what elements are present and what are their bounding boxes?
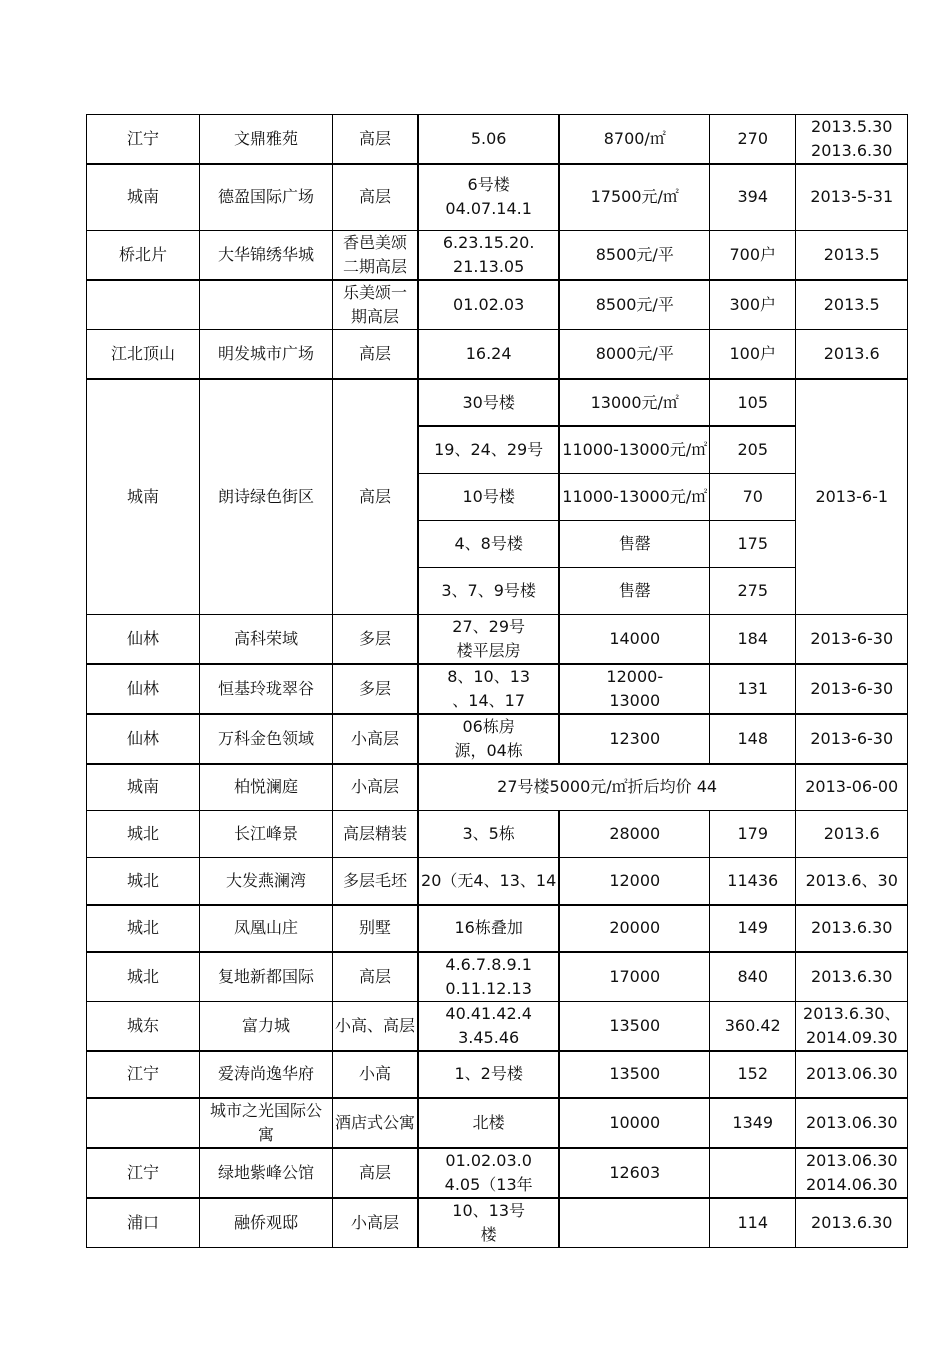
- table-body: [87, 115, 908, 1248]
- price-cell: 11000-13000元/㎡: [559, 426, 709, 473]
- type-cell: 小高层: [333, 1198, 419, 1248]
- region-cell: 仙林: [87, 664, 200, 714]
- date-cell: 2013.06.30: [796, 1098, 908, 1148]
- region-cell: 城南: [87, 764, 200, 811]
- project-cell-line: 城市之光国际公: [209, 1100, 322, 1120]
- type-cell-line: 乐美颂一: [343, 282, 408, 302]
- project-cell: 复地新都国际: [200, 952, 333, 1002]
- units-cell: 840: [710, 952, 796, 1002]
- building-cell: [418, 1198, 559, 1248]
- project-cell: 融侨观邸: [200, 1198, 333, 1248]
- building-cell: 4、8号楼: [418, 520, 559, 567]
- type-cell: 高层: [333, 115, 419, 165]
- building-cell: [418, 164, 559, 230]
- units-cell: 148: [710, 714, 796, 764]
- project-cell: 恒基玲珑翠谷: [200, 664, 333, 714]
- price-cell: 17500元/㎡: [559, 164, 709, 230]
- building-cell: [418, 230, 559, 280]
- table-row: [87, 952, 908, 1002]
- date-cell: [796, 115, 908, 165]
- type-cell: 多层: [333, 664, 419, 714]
- region-cell: 城南: [87, 379, 200, 614]
- date-cell: 2013.6: [796, 811, 908, 858]
- type-cell: 小高层: [333, 714, 419, 764]
- building-cell-line: 10、13号: [452, 1200, 526, 1220]
- project-cell: 朗诗绿色街区: [200, 379, 333, 614]
- project-cell: 富力城: [200, 1001, 333, 1051]
- type-cell: 小高: [333, 1051, 419, 1098]
- type-cell: [333, 230, 419, 280]
- type-cell-line: 香邑美颂: [343, 232, 408, 252]
- price-cell: 17000: [559, 952, 709, 1002]
- date-cell: 2013.5: [796, 280, 908, 330]
- building-cell-line: 、14、17: [452, 690, 526, 710]
- date-cell-line: 2013.5.30: [811, 117, 893, 136]
- project-cell: 大发燕澜湾: [200, 858, 333, 905]
- units-cell: 1349: [710, 1098, 796, 1148]
- table-row: [87, 379, 908, 426]
- building-cell-line: 楼: [480, 1224, 497, 1244]
- price-cell: 10000: [559, 1098, 709, 1148]
- type-cell: [333, 280, 419, 330]
- building-cell-line: 6.23.15.20.: [442, 232, 535, 252]
- project-cell-line: 寓: [257, 1124, 274, 1144]
- project-cell: 爱涛尚逸华府: [200, 1051, 333, 1098]
- project-cell: [200, 280, 333, 330]
- building-cell: 3、5栋: [418, 811, 559, 858]
- building-cell-line: 21.13.05: [453, 256, 525, 276]
- table-row: [87, 614, 908, 664]
- date-cell: 2013.6.30: [796, 952, 908, 1002]
- project-cell: 柏悦澜庭: [200, 764, 333, 811]
- project-cell: 凤凰山庄: [200, 905, 333, 952]
- region-cell: 城北: [87, 811, 200, 858]
- units-cell: 300户: [710, 280, 796, 330]
- table-row: [87, 329, 908, 379]
- date-cell: [796, 1148, 908, 1198]
- region-cell: 江北顶山: [87, 329, 200, 379]
- region-cell: 城东: [87, 1001, 200, 1051]
- price-cell: 20000: [559, 905, 709, 952]
- region-cell: 江宁: [87, 1051, 200, 1098]
- project-cell: 德盈国际广场: [200, 164, 333, 230]
- project-cell: [200, 1098, 333, 1148]
- table-row: [87, 664, 908, 714]
- price-cell-line: 12000-: [606, 666, 664, 686]
- type-cell: 高层: [333, 164, 419, 230]
- price-cell: 11000-13000元/㎡: [559, 473, 709, 520]
- project-cell: 高科荣域: [200, 614, 333, 664]
- building-cell-line: 0.11.12.13: [445, 978, 532, 998]
- building-cell: 1、2号楼: [418, 1051, 559, 1098]
- building-cell-line: 8、10、13: [447, 666, 531, 686]
- units-cell: 105: [710, 379, 796, 426]
- units-cell: 11436: [710, 858, 796, 905]
- region-cell: 浦口: [87, 1198, 200, 1248]
- building-cell-line: 40.41.42.4: [445, 1003, 532, 1023]
- type-cell: 高层: [333, 952, 419, 1002]
- units-cell: 70: [710, 473, 796, 520]
- price-cell: 28000: [559, 811, 709, 858]
- building-cell-line: 4.6.7.8.9.1: [445, 954, 532, 974]
- type-cell: 小高层: [333, 764, 419, 811]
- table-row: [87, 905, 908, 952]
- building-cell: 30号楼: [418, 379, 559, 426]
- region-cell: 仙林: [87, 714, 200, 764]
- date-cell: 2013.6.30: [796, 1198, 908, 1248]
- date-cell-line: 2014.09.30: [805, 1027, 898, 1047]
- units-cell: 152: [710, 1051, 796, 1098]
- table-row: [87, 811, 908, 858]
- building-cell: [418, 1148, 559, 1198]
- units-cell: 184: [710, 614, 796, 664]
- building-cell-line: 27、29号: [452, 616, 526, 636]
- price-cell: 12603: [559, 1148, 709, 1198]
- units-cell: 100户: [710, 329, 796, 379]
- building-cell: 01.02.03: [418, 280, 559, 330]
- table-row: [87, 164, 908, 230]
- region-cell: 江宁: [87, 115, 200, 165]
- table-row: [87, 230, 908, 280]
- price-cell: 14000: [559, 614, 709, 664]
- price-cell: 13000元/㎡: [559, 379, 709, 426]
- date-cell: 2013.6、30: [796, 858, 908, 905]
- table-row: [87, 115, 908, 165]
- price-cell: 8500元/平: [559, 280, 709, 330]
- table-row: [87, 1051, 908, 1098]
- building-cell: 16栋叠加: [418, 905, 559, 952]
- date-cell: 2013-6-30: [796, 614, 908, 664]
- region-cell: [87, 280, 200, 330]
- building-cell-line: 01.02.03.0: [445, 1150, 532, 1170]
- building-cell: 5.06: [418, 115, 559, 165]
- price-cell: 售罄: [559, 567, 709, 614]
- project-cell: 大华锦绣华城: [200, 230, 333, 280]
- date-cell: 2013-6-30: [796, 664, 908, 714]
- building-cell: [418, 614, 559, 664]
- building-cell-line: 6号楼: [467, 175, 510, 195]
- building-cell-line: 06栋房: [462, 716, 515, 736]
- table-row: [87, 280, 908, 330]
- type-cell: 多层: [333, 614, 419, 664]
- price-cell: 售罄: [559, 520, 709, 567]
- region-cell: 仙林: [87, 614, 200, 664]
- building-cell: 北楼: [418, 1098, 559, 1148]
- price-cell: 8700/㎡: [559, 115, 709, 165]
- table-row: [87, 714, 908, 764]
- building-cell: 20（无4、13、14: [418, 858, 559, 905]
- date-cell: 2013-6-30: [796, 714, 908, 764]
- units-cell: 275: [710, 567, 796, 614]
- region-cell: 桥北片: [87, 230, 200, 280]
- building-cell-line: 3.45.46: [458, 1027, 520, 1047]
- region-cell: 城北: [87, 952, 200, 1002]
- type-cell: 高层: [333, 379, 419, 614]
- type-cell: 高层: [333, 1148, 419, 1198]
- type-cell-line: 期高层: [351, 306, 400, 326]
- region-cell: [87, 1098, 200, 1148]
- type-cell: 别墅: [333, 905, 419, 952]
- date-cell: 2013.5: [796, 230, 908, 280]
- units-cell: [710, 1148, 796, 1198]
- building-cell-line: 源，04栋: [454, 740, 523, 760]
- price-cell: 12300: [559, 714, 709, 764]
- units-cell: 360.42: [710, 1001, 796, 1051]
- price-cell: 13500: [559, 1001, 709, 1051]
- date-cell: 2013-6-1: [796, 379, 908, 614]
- project-cell: 明发城市广场: [200, 329, 333, 379]
- table-row: [87, 1198, 908, 1248]
- units-cell: 394: [710, 164, 796, 230]
- date-cell: 2013-5-31: [796, 164, 908, 230]
- table-row: [87, 764, 908, 811]
- building-cell: 16.24: [418, 329, 559, 379]
- merged-detail-cell: 27号楼5000元/㎡折后均价 44: [418, 764, 796, 811]
- building-cell: 19、24、29号: [418, 426, 559, 473]
- date-cell: 2013.6.30: [796, 905, 908, 952]
- type-cell: 高层精装: [333, 811, 419, 858]
- price-cell: [559, 1198, 709, 1248]
- date-cell-line: 2013.6.30: [811, 141, 893, 160]
- region-cell: 城北: [87, 905, 200, 952]
- price-cell: [559, 664, 709, 714]
- units-cell: 114: [710, 1198, 796, 1248]
- units-cell: 175: [710, 520, 796, 567]
- table-row: [87, 1098, 908, 1148]
- table-row: [87, 1148, 908, 1198]
- building-cell: [418, 664, 559, 714]
- price-cell: 12000: [559, 858, 709, 905]
- date-cell: 2013.6: [796, 329, 908, 379]
- type-cell-line: 二期高层: [343, 256, 408, 276]
- date-cell: [796, 1001, 908, 1051]
- type-cell: 酒店式公寓: [333, 1098, 419, 1148]
- table-row: [87, 1001, 908, 1051]
- project-cell: 绿地紫峰公馆: [200, 1148, 333, 1198]
- price-cell: 8500元/平: [559, 230, 709, 280]
- units-cell: 179: [710, 811, 796, 858]
- price-cell: 8000元/平: [559, 329, 709, 379]
- type-cell: 小高、高层: [333, 1001, 419, 1051]
- units-cell: 700户: [710, 230, 796, 280]
- building-cell: [418, 952, 559, 1002]
- date-cell: 2013.06.30: [796, 1051, 908, 1098]
- building-cell: 10号楼: [418, 473, 559, 520]
- project-cell: 文鼎雅苑: [200, 115, 333, 165]
- type-cell: 多层毛坯: [333, 858, 419, 905]
- building-cell-line: 4.05（13年: [444, 1174, 533, 1194]
- building-cell: [418, 1001, 559, 1051]
- housing-sales-table: [86, 114, 908, 1248]
- building-cell-line: 楼平层房: [456, 640, 521, 660]
- units-cell: 270: [710, 115, 796, 165]
- units-cell: 149: [710, 905, 796, 952]
- date-cell-line: 2013.6.30、: [803, 1003, 901, 1023]
- project-cell: 万科金色领域: [200, 714, 333, 764]
- units-cell: 205: [710, 426, 796, 473]
- building-cell-line: 04.07.14.1: [445, 199, 532, 219]
- date-cell-line: 2014.06.30: [805, 1174, 898, 1194]
- region-cell: 城南: [87, 164, 200, 230]
- date-cell-line: 2013.06.30: [805, 1150, 898, 1170]
- table-row: [87, 858, 908, 905]
- building-cell: 3、7、9号楼: [418, 567, 559, 614]
- region-cell: 江宁: [87, 1148, 200, 1198]
- units-cell: 131: [710, 664, 796, 714]
- type-cell: 高层: [333, 329, 419, 379]
- region-cell: 城北: [87, 858, 200, 905]
- building-cell: [418, 714, 559, 764]
- price-cell-line: 13000: [609, 690, 661, 710]
- price-cell: 13500: [559, 1051, 709, 1098]
- project-cell: 长江峰景: [200, 811, 333, 858]
- date-cell: 2013-06-00: [796, 764, 908, 811]
